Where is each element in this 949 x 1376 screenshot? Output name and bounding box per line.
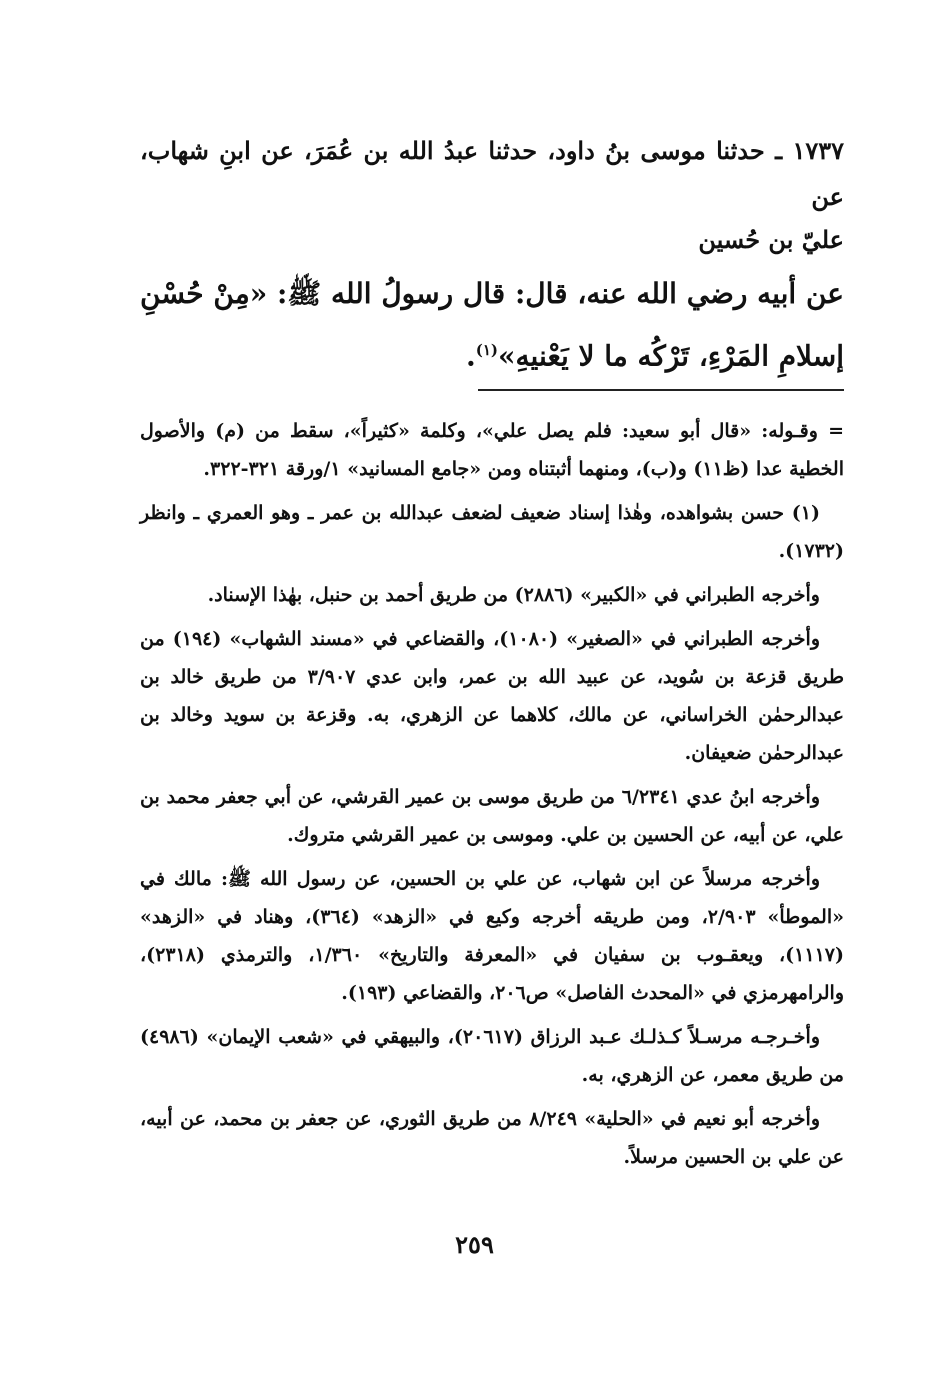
footnote-separator xyxy=(478,389,844,391)
hadith-matn-end: . xyxy=(466,339,476,373)
note-continuation: = وقـوله: «قال أبو سعيد: فلم يصل علي»، وكلمة «كثيراً»، سقط من (م) والأصول الخطية عدا (ظ١١) و(ب)، ومنهما أثبتناه ومن «جامع المسانيد» ١/ورقة ٣٢١-٣٢٢. xyxy=(140,420,844,480)
hadith-isnad-line2: عليّ بن حُسين xyxy=(698,225,844,254)
footnote-1: (١) حسن بشواهده، وهٰذا إسناد ضعيف لضعف عبدالله بن عمر ـ وهو العمري ـ وانظر (١٧٣٢). xyxy=(140,502,844,562)
hadith-block xyxy=(140,128,844,384)
footnotes-section xyxy=(140,412,844,1182)
hadith-matn xyxy=(140,266,844,384)
footnote-reference: (١) xyxy=(475,341,499,359)
note-mursal-malik: وأخرجه مرسلاً عن ابن شهاب، عن علي بن الحسين، عن رسول الله ﷺ: مالك في «الموطأ» ٢/٩٠٣، ومن طريقه أخرجه وكيع في «الزهد» (٣٦٤)، وهناد في «الزهد» (١١١٧)، ويعقـوب بن سفيان في «المعرفة والتاريخ» ١/٣٦٠، والترمذي (٢٣١٨)، والرامهرمزي في «المحدث الفاصل» ص٢٠٦، والقضاعي (١٩٣). xyxy=(140,868,844,1004)
note-ibn-adi: وأخرجه ابنُ عدي ٦/٢٣٤١ من طريق موسى بن عمير القرشي، عن أبي جعفر محمد بن علي، عن أبيه، عن الحسين بن علي. وموسى بن عمير القرشي متروك. xyxy=(140,786,844,846)
hadith-isnad-line1: ١٧٣٧ ـ حدثنا موسى بنُ داود، حدثنا عبدُ الله بن عُمَرَ، عن ابنِ شهاب، عن xyxy=(140,136,844,211)
note-tabarani-kabir: وأخرجه الطبراني في «الكبير» (٢٨٨٦) من طريق أحمد بن حنبل، بهٰذا الإسناد. xyxy=(207,584,820,606)
hadith-matn-text: عن أبيه رضي الله عنه، قال: قال رسولُ الله ﷺ: «مِنْ حُسْنِ إسلامِ المَرْءِ، تَرْكُه ما لا يَعْنيهِ» xyxy=(140,277,844,373)
note-abdurrazzaq: وأخـرجـه مرسـلاً كـذلـك عـبد الرزاق (٢٠٦١٧)، والبيهقي في «شعب الإيمان» (٤٩٨٦) من طريق معمر، عن الزهري، به. xyxy=(140,1026,844,1086)
page-number: ٢٥٩ xyxy=(455,1230,494,1259)
note-tabarani-saghir: وأخرجه الطبراني في «الصغير» (١٠٨٠)، والقضاعي في «مسند الشهاب» (١٩٤) من طريق قزعة بن سُويد، عن عبيد الله بن عمر، وابن عدي ٣/٩٠٧ من طريق خالد بن عبدالرحمٰن الخراساني، عن مالك، كلاهما عن الزهري، به. وقزعة بن سويد وخالد بن عبدالرحمٰن ضعيفان. xyxy=(140,628,845,764)
note-abu-nuaym: وأخرجه أبو نعيم في «الحلية» ٨/٢٤٩ من طريق الثوري، عن جعفر بن محمد، عن أبيه، عن علي بن الحسين مرسلاً. xyxy=(140,1108,844,1168)
